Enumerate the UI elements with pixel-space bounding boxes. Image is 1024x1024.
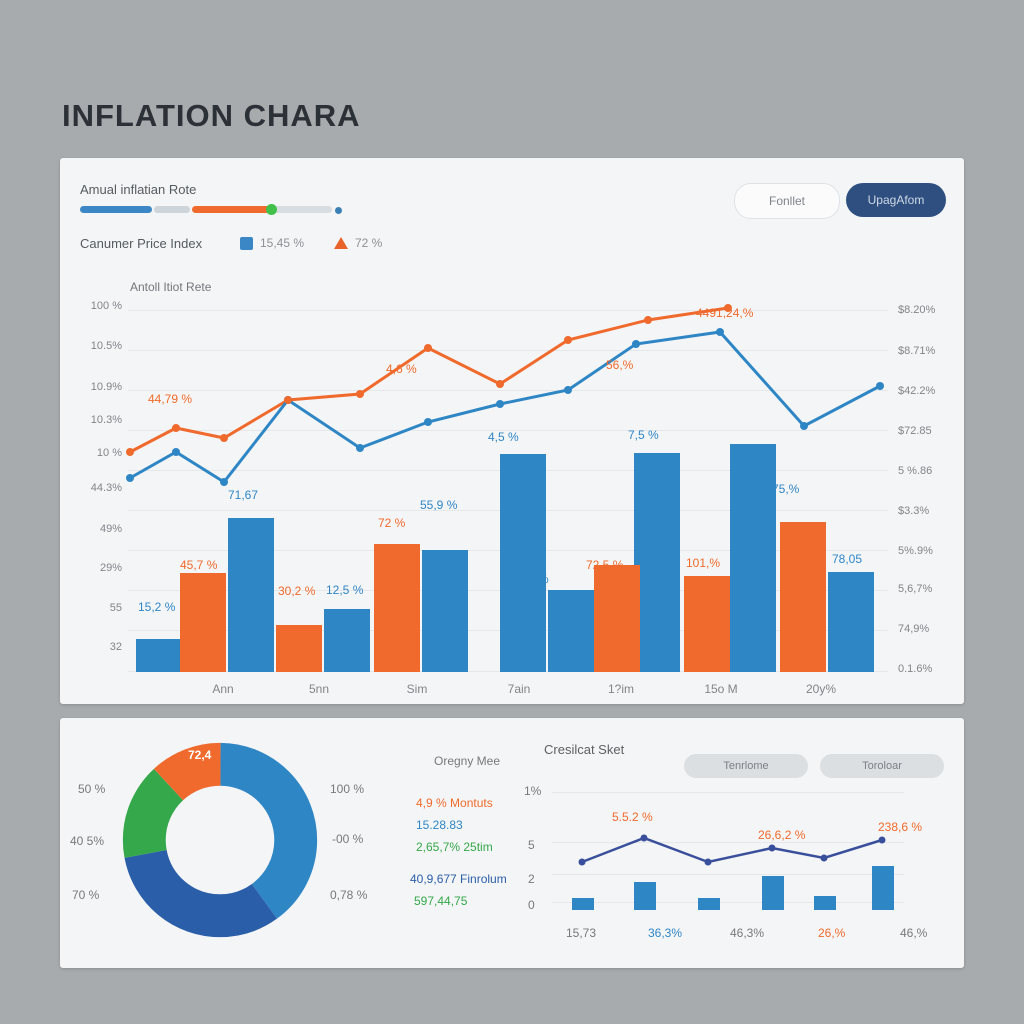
y2-tick: $72.85	[898, 425, 932, 437]
line-label: 4,6 %	[386, 362, 417, 376]
y-tick: 55	[109, 602, 122, 614]
data-label: 75,%	[732, 482, 760, 496]
y-tick: 32	[109, 641, 122, 653]
y-tick: 10.9%	[90, 381, 122, 393]
data-label: 4,5 %	[488, 430, 519, 444]
donut-label: 50 %	[78, 782, 106, 796]
stat-line: 4,9 % Montuts	[416, 796, 493, 810]
donut-label: 0,78 %	[330, 888, 368, 902]
stat-line: 40,9,677 Finrolum	[410, 872, 507, 886]
y2-tick: 5 %.86	[898, 465, 933, 477]
triangle-marker-icon	[334, 237, 348, 249]
y-tick: 10.3%	[90, 414, 122, 426]
y2-tick: 0.1.6%	[898, 663, 933, 675]
y2-tick: $3.3%	[898, 505, 930, 517]
slider-endpoint[interactable]	[335, 207, 342, 214]
legend-item-blue	[240, 236, 304, 250]
chart-subtitle: Antoll Itiot Rete	[130, 280, 212, 294]
data-label: 71,67	[228, 488, 259, 502]
data-label: 101,%	[686, 556, 721, 570]
y-tick: 10 %	[96, 447, 122, 459]
y-tick: 100 %	[90, 300, 122, 312]
donut-chart	[120, 740, 320, 940]
mini-data-label: 238,6 %	[878, 820, 923, 834]
stat-line: 15.28.83	[416, 818, 463, 832]
legend-value: 72 %	[355, 236, 383, 250]
x-tick: 7ain	[507, 682, 531, 696]
segment-button-right[interactable]: Toroloar	[820, 754, 944, 778]
donut-label: 100 %	[330, 782, 365, 796]
y-tick: 44.3%	[90, 482, 122, 494]
main-plot-area	[128, 300, 888, 672]
y2-tick: 74,9%	[898, 623, 930, 635]
line-label: 44,79 %	[148, 392, 193, 406]
mini-subtitle: Oregny Mee	[434, 754, 501, 768]
mini-title: Cresilcat Sket	[544, 742, 625, 757]
donut-label: 70 %	[72, 888, 100, 902]
mini-data-label: 5.5.2 %	[612, 810, 653, 824]
data-label: 12,5 %	[326, 583, 364, 597]
x-tick: Ann	[212, 682, 234, 696]
data-label: 30,2 %	[278, 584, 316, 598]
stat-line: 2,65,7% 25tim	[416, 840, 493, 854]
slider-knob[interactable]	[266, 204, 277, 215]
mini-x-tick: 26,%	[818, 926, 846, 940]
x-tick: 1?im	[607, 682, 634, 696]
y-tick: 49%	[99, 523, 122, 535]
donut-label: 40 5%	[70, 834, 105, 848]
segment-button-left[interactable]: Tenrlome	[684, 754, 808, 778]
data-label: 8,9 %	[518, 572, 549, 586]
filter-button[interactable]: Fonllet	[734, 183, 840, 219]
y-tick: 29%	[99, 562, 122, 574]
y2-tick: $8.20%	[898, 304, 936, 316]
mini-data-label: 26,6,2 %	[758, 828, 806, 842]
mini-plot-area	[552, 790, 922, 910]
page-title: INFLATION CHARA	[62, 98, 361, 133]
donut-label: -00 %	[332, 832, 364, 846]
mini-x-tick: 36,3%	[648, 926, 683, 940]
x-tick: Sim	[406, 682, 428, 696]
line-label: 56,%	[606, 358, 634, 372]
data-label: 72,5 %	[586, 558, 624, 572]
mini-y-tick: 5	[528, 838, 535, 852]
y-tick: 10.5%	[90, 340, 122, 352]
line-label: 4491,24,%	[696, 306, 754, 320]
data-label: 15,2 %	[138, 600, 176, 614]
data-label: 72 %	[378, 516, 406, 530]
x-tick: 5nn	[308, 682, 330, 696]
x-tick: 15o M	[704, 682, 738, 696]
slider-label: Amual inflatian Rote	[80, 182, 197, 197]
mini-x-tick: 15,73	[566, 926, 597, 940]
update-button[interactable]: UpagAfom	[846, 183, 946, 217]
mini-y-tick: 0	[528, 898, 535, 912]
range-slider[interactable]	[80, 206, 350, 213]
data-label: 45,7 %	[180, 558, 218, 572]
mini-y-tick: 2	[528, 872, 535, 886]
y2-tick: $8.71%	[898, 345, 936, 357]
mini-line-svg	[552, 790, 922, 910]
legend-item-orange	[334, 236, 382, 250]
mini-x-tick: 46,%	[900, 926, 928, 940]
data-label: 78,05	[832, 552, 863, 566]
legend-value: 15,45 %	[260, 236, 305, 250]
cpi-label: Canumer Price Index	[80, 236, 203, 251]
data-label: 55,9 %	[420, 498, 458, 512]
x-tick: 20y%	[805, 682, 837, 696]
donut-center-label: 72,4	[188, 748, 212, 762]
mini-x-tick: 46,3%	[730, 926, 765, 940]
square-swatch-icon	[240, 237, 253, 250]
stat-line: 597,44,75	[414, 894, 468, 908]
y2-tick: 5,6,7%	[898, 583, 933, 595]
y2-tick: 5%.9%	[898, 545, 933, 557]
data-label: 75,%	[772, 482, 800, 496]
mini-y-tick: 1%	[524, 784, 542, 798]
data-label: 7,5 %	[628, 428, 659, 442]
y2-tick: $42.2%	[898, 385, 936, 397]
